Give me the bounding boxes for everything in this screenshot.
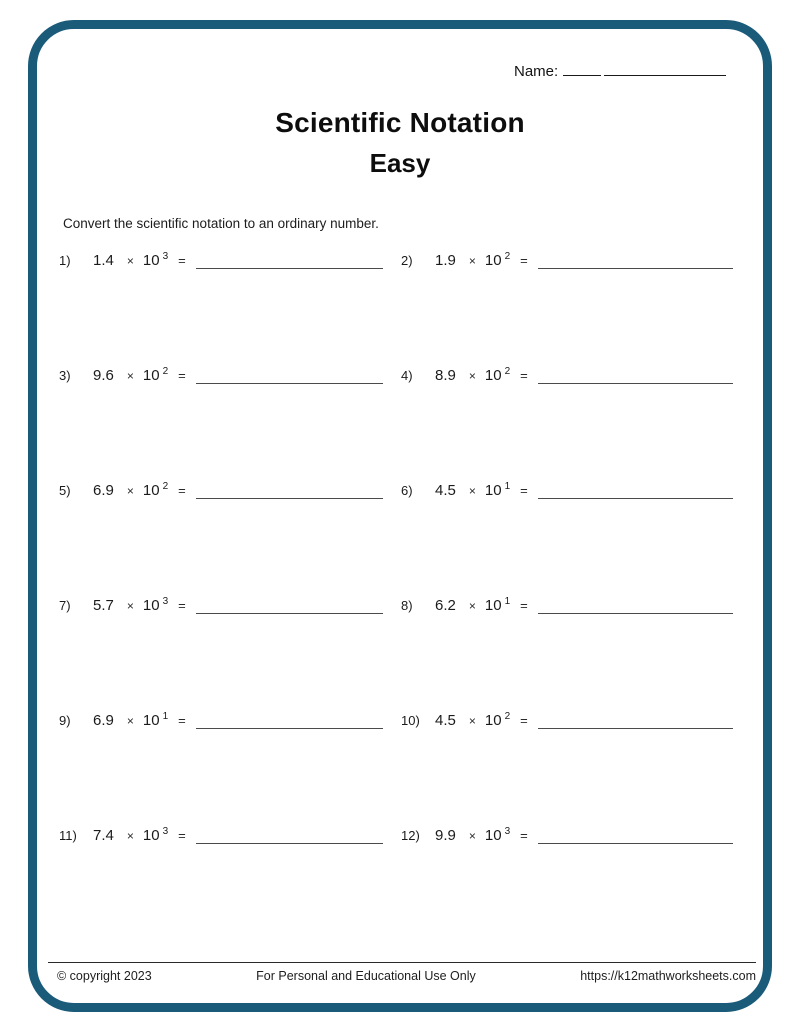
times-sign: × (468, 369, 476, 383)
problem-8 (397, 592, 747, 707)
exponent: 3 (504, 826, 511, 837)
base-ten: 10 (484, 712, 502, 729)
answer-blank (196, 251, 383, 269)
equals-sign: = (520, 253, 528, 268)
coefficient: 7.4 (93, 827, 114, 844)
exponent: 2 (504, 366, 511, 377)
problem-number: 10) (401, 713, 420, 728)
answer-blank (196, 711, 383, 729)
page-title: Scientific Notation (275, 107, 525, 138)
name-label: Name: (514, 63, 559, 80)
coefficient: 9.9 (435, 827, 456, 844)
answer-blank (196, 826, 383, 844)
equals-sign: = (178, 368, 186, 383)
equals-sign: = (178, 828, 186, 843)
equals-sign: = (520, 828, 528, 843)
times-sign: × (126, 369, 134, 383)
coefficient: 4.5 (435, 482, 456, 499)
name-blank-line (604, 59, 726, 76)
base-ten: 10 (142, 827, 160, 844)
problem-number: 6) (401, 483, 413, 498)
page-subtitle: Easy (369, 148, 431, 178)
problem-number: 1) (59, 253, 71, 268)
problem-5 (55, 477, 397, 592)
times-sign: × (468, 599, 476, 613)
problem-number: 8) (401, 598, 413, 613)
answer-blank (538, 251, 733, 269)
times-sign: × (126, 254, 134, 268)
exponent: 1 (504, 481, 511, 492)
equals-sign: = (520, 368, 528, 383)
website-url: https://k12mathworksheets.com (580, 969, 756, 983)
base-ten: 10 (484, 252, 502, 269)
base-ten: 10 (142, 252, 160, 269)
problem-10 (397, 707, 747, 822)
times-sign: × (468, 254, 476, 268)
coefficient: 6.9 (93, 712, 114, 729)
answer-blank (538, 826, 733, 844)
coefficient: 1.9 (435, 252, 456, 269)
base-ten: 10 (484, 482, 502, 499)
problem-9 (55, 707, 397, 822)
times-sign: × (126, 484, 134, 498)
exponent: 3 (162, 826, 169, 837)
exponent: 2 (504, 711, 511, 722)
problem-number: 9) (59, 713, 71, 728)
times-sign: × (126, 599, 134, 613)
coefficient: 5.7 (93, 597, 114, 614)
copyright-text: © copyright 2023 (57, 969, 152, 983)
answer-blank (196, 596, 383, 614)
problem-12 (397, 822, 747, 937)
answer-blank (196, 481, 383, 499)
exponent: 3 (162, 596, 169, 607)
footer (48, 969, 756, 983)
problem-2 (397, 247, 747, 362)
exponent: 3 (162, 251, 169, 262)
equals-sign: = (520, 713, 528, 728)
times-sign: × (126, 829, 134, 843)
exponent: 1 (504, 596, 511, 607)
problem-11 (55, 822, 397, 937)
footer-divider (48, 962, 756, 963)
base-ten: 10 (142, 482, 160, 499)
answer-blank (196, 366, 383, 384)
base-ten: 10 (142, 597, 160, 614)
exponent: 2 (162, 366, 169, 377)
problems-grid (55, 247, 747, 937)
times-sign: × (468, 714, 476, 728)
coefficient: 1.4 (93, 252, 114, 269)
usage-text: For Personal and Educational Use Only (256, 969, 476, 983)
times-sign: × (126, 714, 134, 728)
equals-sign: = (178, 598, 186, 613)
exponent: 2 (504, 251, 511, 262)
problem-number: 2) (401, 253, 413, 268)
times-sign: × (468, 829, 476, 843)
coefficient: 6.2 (435, 597, 456, 614)
coefficient: 8.9 (435, 367, 456, 384)
name-field (514, 59, 726, 80)
base-ten: 10 (142, 367, 160, 384)
problem-4 (397, 362, 747, 477)
instruction-text: Convert the scientific notation to an ordinary number. (63, 216, 379, 231)
equals-sign: = (178, 713, 186, 728)
name-blank-line (563, 59, 601, 76)
equals-sign: = (520, 598, 528, 613)
answer-blank (538, 481, 733, 499)
problem-number: 4) (401, 368, 413, 383)
problem-number: 12) (401, 828, 420, 843)
equals-sign: = (520, 483, 528, 498)
problem-1 (55, 247, 397, 362)
equals-sign: = (178, 253, 186, 268)
base-ten: 10 (484, 597, 502, 614)
exponent: 1 (162, 711, 169, 722)
coefficient: 4.5 (435, 712, 456, 729)
coefficient: 9.6 (93, 367, 114, 384)
answer-blank (538, 366, 733, 384)
answer-blank (538, 711, 733, 729)
base-ten: 10 (484, 827, 502, 844)
problem-number: 11) (59, 828, 77, 843)
problem-3 (55, 362, 397, 477)
exponent: 2 (162, 481, 169, 492)
answer-blank (538, 596, 733, 614)
times-sign: × (468, 484, 476, 498)
problem-number: 3) (59, 368, 71, 383)
problem-6 (397, 477, 747, 592)
base-ten: 10 (142, 712, 160, 729)
problem-7 (55, 592, 397, 707)
equals-sign: = (178, 483, 186, 498)
coefficient: 6.9 (93, 482, 114, 499)
problem-number: 5) (59, 483, 71, 498)
problem-number: 7) (59, 598, 71, 613)
base-ten: 10 (484, 367, 502, 384)
